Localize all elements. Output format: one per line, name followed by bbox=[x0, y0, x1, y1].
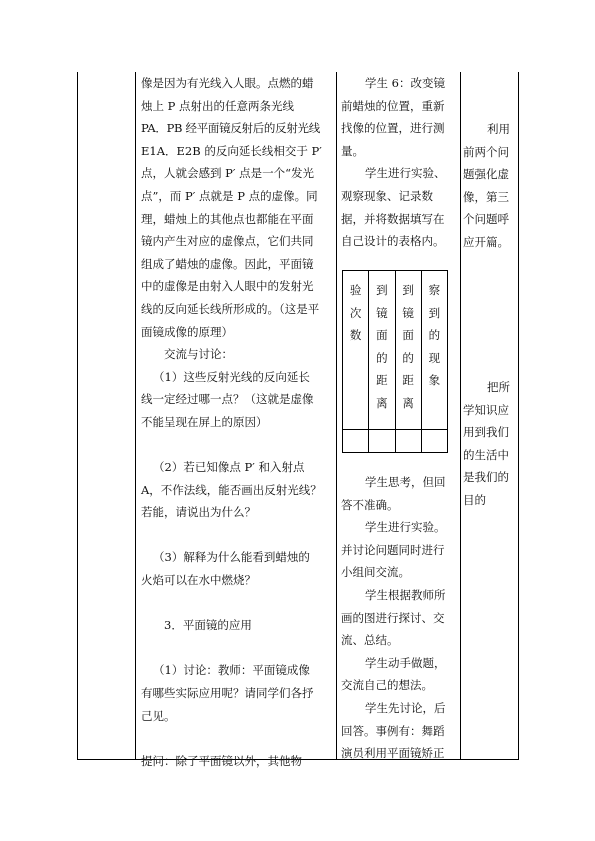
text-line: 自己设计的表格内。 bbox=[341, 234, 445, 249]
text-line: 火焰可以在水中燃烧？ bbox=[141, 573, 256, 588]
section-heading: 3．平面镜的应用 bbox=[164, 618, 252, 633]
text-line: 答不准确。 bbox=[341, 497, 399, 512]
text-line: 不能呈现在屏上的原因） bbox=[141, 414, 268, 429]
table-cell bbox=[369, 430, 395, 453]
text-line: 学生根据教师所 bbox=[365, 587, 446, 602]
text-line: 像，第三 bbox=[463, 189, 509, 204]
text-line: 演员利用平面镜矫正 bbox=[341, 746, 445, 761]
text-line: 有哪些实际应用呢？请同学们各抒 bbox=[141, 686, 314, 701]
text-line: 的生活中 bbox=[463, 447, 509, 462]
text-line: 前蜡烛的位置，重新 bbox=[341, 98, 445, 113]
question-3: （3）解释为什么能看到蜡烛的 bbox=[153, 550, 310, 565]
design-intent-column bbox=[463, 118, 517, 254]
table-cell bbox=[421, 430, 447, 453]
text-line: 量。 bbox=[341, 143, 364, 158]
text-line: 并讨论问题同时进行 bbox=[341, 542, 445, 557]
text-line: 前两个问 bbox=[463, 144, 509, 159]
table-divider-2 bbox=[336, 72, 337, 760]
text-line: E1A．E2B 的反向延长线相交于 P′ bbox=[141, 143, 322, 158]
text-line: 用到我们 bbox=[463, 425, 509, 440]
text-line: 找像的位置，进行测 bbox=[341, 121, 445, 136]
text-line: 回答。事例有：舞蹈 bbox=[341, 723, 445, 738]
text-line: 把所 bbox=[487, 380, 510, 394]
student-activity-column-lower bbox=[341, 471, 457, 765]
text-line: 利用 bbox=[487, 122, 510, 136]
text-line: 组成了蜡烛的虚像。因此，平面镜 bbox=[141, 256, 314, 271]
table-cell bbox=[343, 430, 369, 453]
experiment-record-table bbox=[342, 270, 448, 453]
question-2: （2）若已知像点 P′ 和入射点 bbox=[153, 460, 305, 475]
table-header-cell: 验次数 bbox=[343, 271, 369, 430]
text-line: 线一定经过哪一点？（这就是虚像 bbox=[141, 392, 314, 407]
question-1: （1）这些反射光线的反向延长 bbox=[153, 369, 310, 384]
text-line: 像是因为有光线入人眼。点燃的蜡 bbox=[141, 76, 314, 90]
table-border-left bbox=[77, 72, 78, 760]
text-line: 流、总结。 bbox=[341, 633, 399, 648]
text-line: 观察现象、记录数 bbox=[341, 188, 433, 203]
text-line: 面镜成像的原理） bbox=[141, 324, 233, 339]
text-line: 镜内产生对应的虚像点，它们共同 bbox=[141, 234, 314, 249]
text-line: 应开篇。 bbox=[463, 234, 509, 249]
text-line: PA．PB 经平面镜反射后的反射光线 bbox=[141, 121, 320, 136]
text-line: 中的虚像是由射入人眼中的发射光 bbox=[141, 279, 314, 294]
table-divider-3 bbox=[460, 72, 461, 760]
text-line: 己见。 bbox=[141, 708, 176, 723]
text-line: 理，蜡烛上的其他点也都能在平面 bbox=[141, 211, 314, 226]
text-line: 点，人就会感到 P′ 点是一个“发光 bbox=[141, 166, 315, 181]
text-line: 若能，请说出为什么？ bbox=[141, 505, 256, 520]
table-header-cell: 察到的现象 bbox=[421, 271, 447, 430]
text-line: 学生动手做题， bbox=[365, 655, 446, 670]
text-line: 画的图进行探讨、交 bbox=[341, 610, 445, 625]
student-activity-column bbox=[341, 72, 457, 253]
text-line: 据，并将数据填写在 bbox=[341, 211, 445, 226]
text-line: 小组间交流。 bbox=[341, 565, 410, 580]
text-line: 学生思考，但回 bbox=[365, 475, 446, 489]
table-cell bbox=[395, 430, 421, 453]
teaching-content-column bbox=[141, 72, 333, 772]
text-line: 是我们的 bbox=[463, 470, 509, 485]
question-last: 提问：除了平面镜以外，其他物 bbox=[141, 753, 302, 768]
text-line: 交流自己的想法。 bbox=[341, 678, 433, 693]
table-divider-1 bbox=[135, 72, 136, 760]
text-line: 学生先讨论，后 bbox=[365, 700, 446, 715]
text-line: 个问题呼 bbox=[463, 212, 509, 227]
text-line: 学生 6：改变镜 bbox=[365, 76, 445, 90]
table-border-right bbox=[518, 72, 519, 760]
text-line: 题强化虚 bbox=[463, 167, 509, 182]
text-line: 目的 bbox=[463, 492, 486, 507]
text-line: 线的反向延长线所形成的。（这是平 bbox=[141, 301, 320, 316]
table-header-cell: 到镜面的距离 bbox=[369, 271, 395, 430]
table-header-cell: 到镜面的距离 bbox=[395, 271, 421, 430]
text-line: 学知识应 bbox=[463, 402, 509, 417]
text-line: 学生进行实验、 bbox=[365, 166, 446, 181]
discussion-heading: 交流与讨论： bbox=[164, 347, 233, 362]
discussion-1: （1）讨论：教师：平面镜成像 bbox=[153, 663, 310, 678]
text-line: 学生进行实验。 bbox=[365, 520, 446, 535]
text-line: 点”，而 P′ 点就是 P 点的虚像。同 bbox=[141, 188, 318, 203]
design-intent-column-lower bbox=[463, 376, 517, 512]
text-line: A，不作法线，能否画出反射光线？ bbox=[141, 482, 322, 497]
text-line: 烛上 P 点射出的任意两条光线 bbox=[141, 98, 295, 113]
